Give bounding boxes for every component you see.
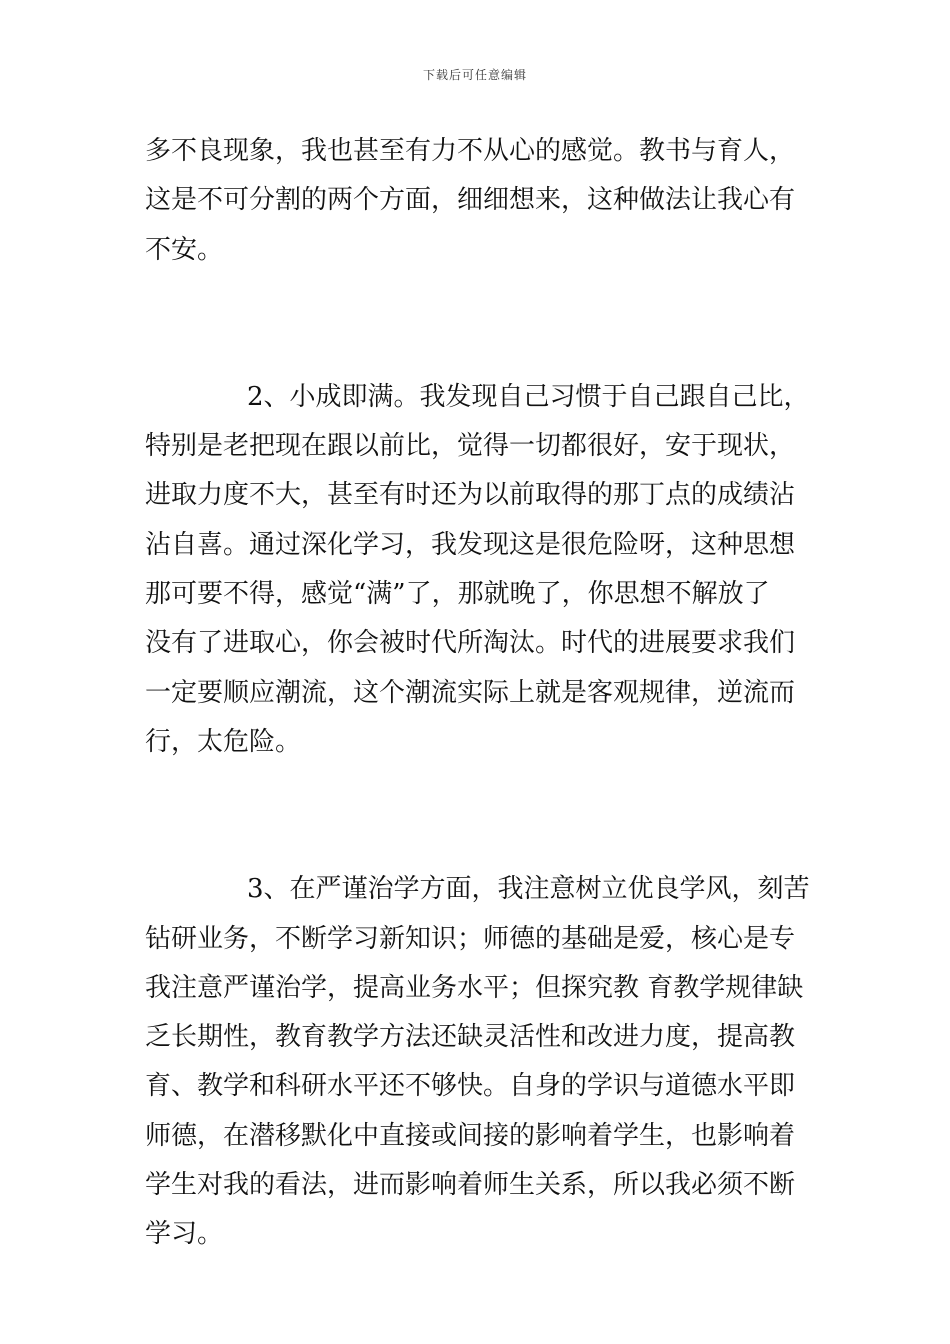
text-line: 特别是老把现在跟以前比，觉得一切都很好，安于现状， bbox=[145, 431, 796, 462]
text-line: 不安。 bbox=[145, 234, 224, 265]
paragraph-gap bbox=[145, 767, 810, 865]
text-line: 沾自喜。通过深化学习，我发现这是很危险呀，这种思想 bbox=[145, 529, 796, 560]
document-body bbox=[145, 127, 810, 1260]
text-line: 多不良现象，我也甚至有力不从心的感觉。教书与育人， bbox=[145, 136, 796, 166]
paragraph-continuation bbox=[145, 127, 810, 275]
page-header: 下载后可任意编辑 bbox=[422, 68, 527, 82]
text-line: 学习。 bbox=[145, 1219, 224, 1250]
text-line: 育、教学和科研水平还不够快。自身的学识与道德水平即 bbox=[145, 1071, 796, 1102]
text-line: 2、小成即满。我发现自己习惯于自己跟自己比， bbox=[247, 381, 810, 412]
paragraph-3 bbox=[145, 865, 810, 1259]
text-line: 师德，在潜移默化中直接或间接的影响着学生，也影响着 bbox=[145, 1120, 796, 1151]
text-line: 学生对我的看法，进而影响着师生关系，所以我必须不断 bbox=[145, 1170, 796, 1201]
text-line: 3、在严谨治学方面，我注意树立优良学风，刻苦 bbox=[247, 874, 810, 905]
text-line: 钻研业务，不断学习新知识；师德的基础是爱，核心是专 bbox=[145, 923, 796, 954]
text-line: 没有了进取心，你会被时代所淘汰。时代的进展要求我们 bbox=[145, 628, 796, 659]
paragraph-2 bbox=[145, 373, 810, 767]
text-line: 进取力度不大，甚至有时还为以前取得的那丁点的成绩沾 bbox=[145, 480, 796, 511]
text-line: 我注意严谨治学，提高业务水平；但探究教 育教学规律缺 bbox=[145, 972, 804, 1003]
text-line: 那可要不得，感觉“满”了，那就晚了，你思想不解放了 bbox=[145, 579, 770, 610]
text-line: 一定要顺应潮流，这个潮流实际上就是客观规律，逆流而 bbox=[145, 677, 796, 708]
paragraph-gap bbox=[145, 275, 810, 373]
text-line: 行，太危险。 bbox=[145, 726, 302, 757]
text-line: 这是不可分割的两个方面，细细想来，这种做法让我心有 bbox=[145, 185, 796, 216]
text-line: 乏长期性，教育教学方法还缺灵活性和改进力度，提高教 bbox=[145, 1022, 796, 1053]
